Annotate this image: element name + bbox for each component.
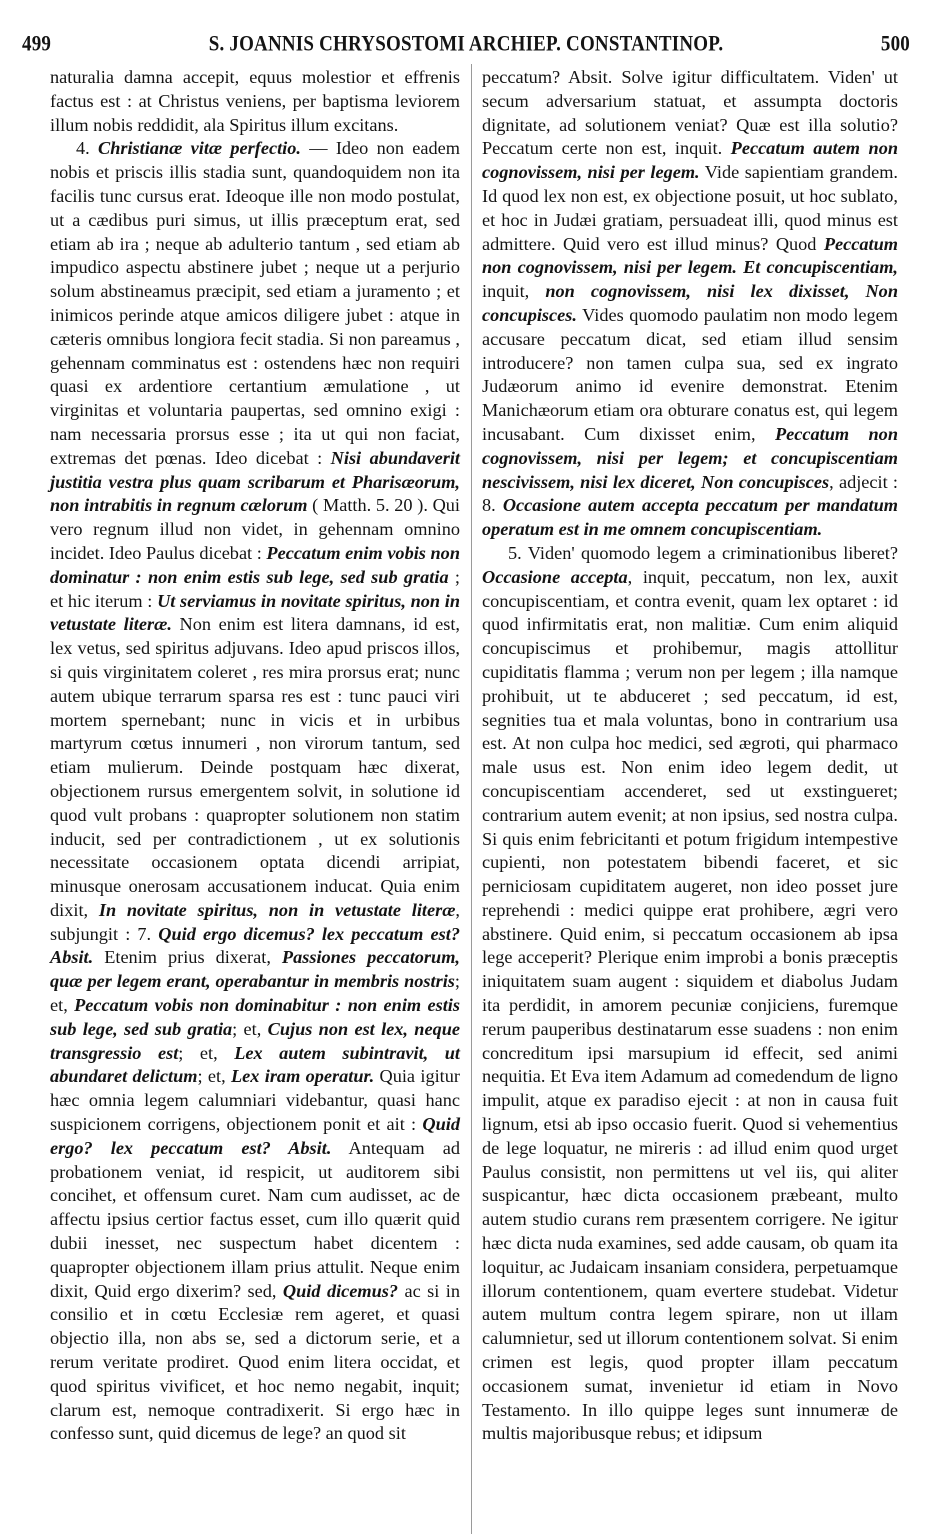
running-head [22, 30, 910, 60]
text-run: , adjecit : 8. [482, 471, 898, 516]
italic-quotation: Cujus non est lex, neque transgressio est [50, 1018, 460, 1063]
italic-quotation: Peccatum enim vobis non dominatur : non enim estis sub lege, sed sub gratia [50, 542, 460, 587]
running-title: S. JOANNIS CHRYSOSTOMI ARCHIEP. CONSTANTINOP. [208, 32, 724, 57]
italic-quotation: Christianæ vitæ perfectio. [98, 138, 301, 159]
italic-quotation: Lex autem subintravit, ut abundaret delictum [50, 1042, 461, 1087]
italic-quotation: Occasione autem accepta peccatum per mandatum operatum est in me omnem concupiscentiam. [482, 495, 898, 540]
italic-quotation: Occasione accepta [482, 566, 628, 587]
italic-quotation: Quid dicemus? [282, 1280, 399, 1301]
text-run: Antequam ad probationem veniat, id respicit, ut auditorem sibi concihet, et offensum curet. Nam cum audisset, ac de affectu ipsius certior factus esset, cum illo quærit quid dubii inesset, nec suspectum habet dicentem : quapropter objectionem illam prius attulit. Neque enim dixit, Quid ergo dixerim? sed, [50, 1137, 460, 1301]
text-run: Vide sapientiam grandem. Id quod lex non est, ex objectione posuit, ut hoc sublato, et hoc in Judæi gratiam, persuadeat illi, quod minus est admittere. Quid vero est illud minus? Quod [482, 162, 898, 254]
italic-quotation: Peccatum vobis non dominabitur : non enim estis sub lege, sed sub gratia [50, 995, 460, 1039]
paragraph-section-5 [482, 542, 898, 1446]
text-run: , inquit, peccatum, non lex, auxit concupiscentiam, et contra evenit, quam lex optaret : id quod infirmitatis erat, non malitiæ. Cum enim aliquid concupiscimus et prohibemur, magis attollitur cupiditatis flamma ; verum non per legem ; illa namque prohibuit, ut te abduceret ; sed peccatum, id est, segnities tua et mala voluntas, bono in contrarium usa est. At non culpa hoc medici, sed ægroti, qui pharmaco male usus est. Non enim ideo legem dedit, ut concupiscentiam accenderet, sed ut exstingueret; contrarium autem evenit; at non ipsius, sed nostra culpa. Si quis enim febricitanti et potum frigidum intempestive cupienti, non potestatem bibendi faceret, et sic perniciosam cupiditatem augeret, non ideo posset jure reprehendi : medici quippe erat prohibere, ægri vero abstinere. Quid enim, si peccatum occasionem ab ipsa lege acceperit? Plerique enim improbi a bonis præceptis iniquitatem suam augent : siquidem et diabolus Judam ita perdidit, in amorem pecuniæ conjiciens, furemque rerum pauperibus destinatarum esse suadens : non enim concreditum ipsi marsupium id effecit, sed animi nequitia. Et Eva item Adamum ad comedendum de ligno impulit, atque ex paradiso ejecit : at non in causa fuit lignum, etsi ab ipso occasio fuerit. Quod si vehementius de lege loquatur, ne mireris : ad illud enim quod urget Paulus consistit, non permittens ut vel iis, qui aliter suspicantur, hæc dicta occasionem præbeant, multo autem studio curans rem præsentem corrigere. Ne igitur hæc dicta nuda examines, sed adde causam, ob quam ita loquitur, ac Judaicam insaniam considera, perpetuamque illorum contentionem, quam evertere studebat. Videtur autem multum contra legem spirare, non ut illam calumnietur, sed ut illorum contentionem solvat. Si enim crimen est legis, quod propter illam peccatum occasionem sumat, invenietur id etiam in Novo Testamento. In illo quippe leges sunt innumeræ de multis majoribusque rebus; et idipsum [482, 566, 899, 1444]
italic-quotation: Peccatum non cognovissem, nisi per legem. Et concupiscentiam, [482, 233, 898, 278]
text-run: ; et, [197, 1066, 231, 1087]
left-page-number: 499 [22, 32, 52, 57]
text-run: ; et hic iterum : [50, 566, 460, 611]
text-run: — Ideo non eadem nobis et priscis illis stadia sunt, quandoquidem non ita facilis tunc cursus erat. Ideoque ille non modo postulat, ut a cædibus puri simus, ut illis præceptum erat, sed etiam ab ira ; neque ab adulterio tantum , sed etiam ab impudico aspectu abstinere jubet ; neque ut a perjurio solum abstineamus præcipit, sed etiam a juramento ; et inimicos perinde atque amicos diligere jubet : atque in cæteris omnibus longiora fecit stadia. Si non pareamus , gehennam comminatus est : ostendens hæc non requiri quasi ex ardentiore certantium æmulatione , ut virginitas et voluntaria paupertas, sed omnino exigi : nam necessaria prorsus esse ; ita ut qui non faciat, extremas det pœnas. Ideo dicebat : [50, 138, 460, 468]
text-run: naturalia damna accepit, equus molestior et effrenis factus est : at Christus veniens, per baptisma leviorem illum nobis reddidit, ala Spiritus illum excitans. [50, 67, 460, 135]
text-run: 5. Viden' quomodo legem a criminationibus liberet? [508, 542, 898, 563]
paragraph-section-4 [50, 137, 460, 1446]
text-run: 4. [76, 138, 98, 159]
text-run: ( Matth. 5. 20 ). Qui vero regnum illud non videt, in gehennam omnino incidet. Ideo Paulus dicebat : [50, 495, 460, 563]
left-column [50, 66, 460, 1446]
paragraph [482, 66, 898, 542]
paragraph [50, 66, 460, 137]
italic-quotation: Peccatum non cognovissem, nisi per legem; et concupiscentiam nescivissem, nisi lex diceret, Non concupisces [482, 423, 898, 492]
italic-quotation: In novitate spiritus, non in vetustate literæ [98, 899, 456, 920]
italic-quotation: Ut serviamus in novitate spiritus, non in vetustate literæ. [50, 590, 460, 635]
text-run: , subjungit : 7. [50, 899, 460, 944]
italic-quotation: Peccatum autem non cognovissem, nisi per legem. [482, 138, 899, 183]
text-run: ; et, [178, 1042, 235, 1063]
text-run: Vides quomodo paulatim non modo legem accusare peccatum dicat, sed etiam illud sensim introducere? non tamen culpa sua, sed ex ingrato Judæorum animo id evenire demonstrat. Etenim Manichæorum etiam ora obturare conatus est, qui legem incusabant. Cum dixisset enim, [482, 304, 898, 444]
text-run: ; et, [232, 1018, 268, 1039]
text-run: Etenim prius dixerat, [93, 947, 282, 968]
text-run: Non enim est litera damnans, id est, lex vetus, sed spiritus adjuvans. Ideo apud priscos illos, si quis virginitatem coleret , res mira prorsus erat; nunc autem ubique terrarum sparsa res est : tunc pauci viri mortem spernebant; nunc in vicis et in urbibus martyrum cœtus innumeri , non virorum tantum, sed etiam mulierum. Deinde postquam hæc dixerat, objectionem rursus emergentem solvit, in solutione id quod vult probans : quapropter solutionem non statim inducit, sed per contradictionem , ut ex solutionis necessitate occasionem optata dicendi arripiat, minusque onerosam accusationem inducat. Quia enim dixit, [50, 614, 460, 920]
right-page-number: 500 [880, 32, 910, 57]
italic-quotation: Lex iram operatur. [231, 1066, 375, 1087]
right-column [482, 66, 898, 1446]
text-run: ac si in consilio et in cœtu Ecclesiæ rem ageret, et quasi objectio illa, non abs se, sed a dictorum serie, et a rerum veritate prodiret. Quod enim litera occidat, et quod spiritus vivificet, et hoc nemo negabit, inquit; clarum est, nemoque contradixerit. Si ergo hæc in confesso sunt, quid dicemus de lege? an quod sit [50, 1280, 461, 1444]
italic-quotation: Quid ergo? lex peccatum est? Absit. [50, 1114, 460, 1158]
text-run: inquit, [482, 281, 546, 302]
text-run: Quia igitur hæc omnia legem calumniari videbantur, quasi hanc suspicionem corrigens, objectionem ponit et ait : [50, 1066, 460, 1135]
text-run: peccatum? Absit. Solve igitur difficultatem. Viden' ut secum adversarium statuat, et assumpta doctoris dignitate, ad solutionem veniat? Quæ est illa solutio? Peccatum certe non est, inquit. [482, 67, 898, 159]
italic-quotation: non cognovissem, nisi lex dixisset, Non concupisces. [482, 281, 898, 325]
column-divider [471, 64, 472, 1534]
italic-quotation: Passiones peccatorum, quæ per legem erant, operabantur in membris nostris [50, 947, 460, 992]
text-run: ; et, [50, 971, 460, 1016]
italic-quotation: Quid ergo dicemus? lex peccatum est? Absit. [50, 923, 460, 968]
italic-quotation: Nisi abundaverit justitia vestra plus quam scribarum et Pharisæorum, non intrabitis in regnum cælorum [50, 447, 460, 516]
